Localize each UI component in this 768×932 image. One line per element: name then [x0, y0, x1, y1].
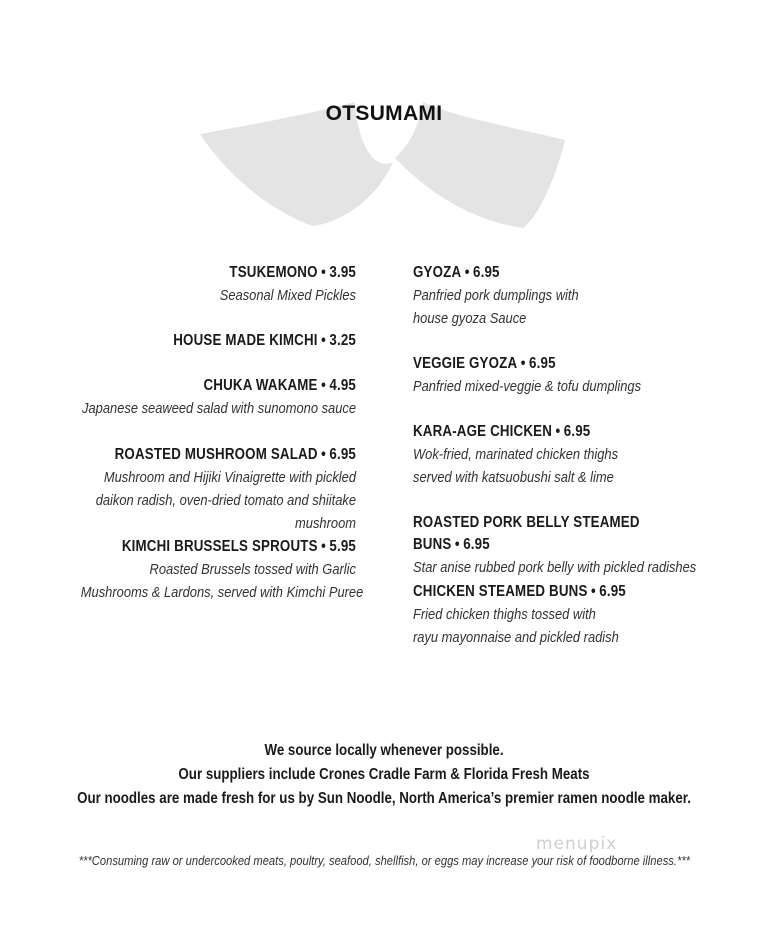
- item-price: 4.95: [329, 377, 356, 394]
- item-name: TSUKEMONO: [229, 264, 318, 281]
- item-price: 6.95: [472, 264, 500, 281]
- menu-item-chuka-wakame: [36, 375, 356, 420]
- menu-item-kimchi-brussels-sprouts: [36, 536, 364, 604]
- menu-item-tsukemono: [36, 262, 356, 307]
- item-name: VEGGIE GYOZA: [413, 355, 518, 372]
- price-separator: •: [321, 377, 326, 394]
- health-disclaimer: [0, 853, 768, 868]
- item-price: 6.95: [563, 423, 591, 440]
- menu-item-roasted-mushroom-salad: [36, 444, 356, 535]
- menu-item-kara-age-chicken: [413, 421, 753, 489]
- item-name: CHUKA WAKAME: [203, 377, 318, 394]
- item-price: 3.95: [329, 264, 356, 281]
- item-description: mushroom: [295, 515, 356, 532]
- item-description: rayu mayonnaise and pickled radish: [413, 629, 619, 646]
- menu-item-veggie-gyoza: [413, 353, 753, 398]
- item-description: Panfried pork dumplings with: [413, 287, 579, 304]
- item-description: Panfried mixed-veggie & tofu dumplings: [413, 378, 642, 395]
- menu-item-roasted-pork-belly-steamed-buns: [413, 512, 753, 579]
- item-price: 6.95: [329, 446, 356, 463]
- footer-line: Our noodles are made fresh for us by Sun Noodle, North America’s premier ramen noodle maker.: [77, 790, 691, 807]
- menu-item-house-made-kimchi: [36, 330, 356, 352]
- item-name: KIMCHI BRUSSELS SPROUTS: [121, 538, 318, 555]
- item-description: Wok-fried, marinated chicken thighs: [413, 446, 619, 463]
- item-name: HOUSE MADE KIMCHI: [173, 332, 318, 349]
- price-separator: •: [321, 264, 326, 281]
- disclaimer-text: ***Consuming raw or undercooked meats, poultry, seafood, shellfish, or eggs may increase your risk of foodborne illness.***: [78, 853, 690, 868]
- price-separator: •: [464, 264, 470, 281]
- item-description: Japanese seaweed salad with sunomono sauce: [82, 400, 356, 417]
- item-description: house gyoza Sauce: [413, 310, 527, 327]
- item-description: served with katsuobushi salt & lime: [413, 469, 614, 486]
- footer-line: Our suppliers include Crones Cradle Farm & Florida Fresh Meats: [178, 766, 590, 783]
- price-separator: •: [454, 536, 460, 553]
- item-name: CHICKEN STEAMED BUNS: [413, 583, 588, 600]
- price-separator: •: [555, 423, 561, 440]
- item-name: ROASTED MUSHROOM SALAD: [114, 446, 318, 463]
- price-separator: •: [321, 332, 326, 349]
- item-description: Mushroom and Hijiki Vinaigrette with pickled: [103, 469, 356, 486]
- item-price: 6.95: [599, 583, 626, 600]
- item-price: 6.95: [529, 355, 556, 372]
- item-description: Star anise rubbed pork belly with pickled radishes: [413, 559, 697, 576]
- footer-line: We source locally whenever possible.: [264, 742, 504, 759]
- item-name: ROASTED PORK BELLY STEAMED BUNS: [413, 514, 640, 553]
- item-name: GYOZA: [413, 264, 462, 281]
- menu-item-chicken-steamed-buns: [413, 581, 753, 649]
- price-separator: •: [321, 446, 326, 463]
- sourcing-footer: [0, 739, 768, 811]
- item-description: Mushrooms & Lardons, served with Kimchi Puree: [80, 584, 364, 601]
- item-description: Roasted Brussels tossed with Garlic: [149, 561, 356, 578]
- item-description: daikon radish, oven-dried tomato and shiitake: [95, 492, 357, 509]
- item-price: 3.25: [329, 332, 356, 349]
- item-price: 5.95: [329, 538, 356, 555]
- section-title: OTSUMAMI: [325, 102, 443, 125]
- price-separator: •: [520, 355, 526, 372]
- price-separator: •: [321, 538, 326, 555]
- watermark-logo: menupix: [536, 834, 618, 854]
- item-price: 6.95: [463, 536, 490, 553]
- menu-item-gyoza: [413, 262, 753, 330]
- item-description: Fried chicken thighs tossed with: [413, 606, 596, 623]
- price-separator: •: [590, 583, 596, 600]
- item-description: Seasonal Mixed Pickles: [219, 287, 356, 304]
- item-name: KARA-AGE CHICKEN: [413, 423, 553, 440]
